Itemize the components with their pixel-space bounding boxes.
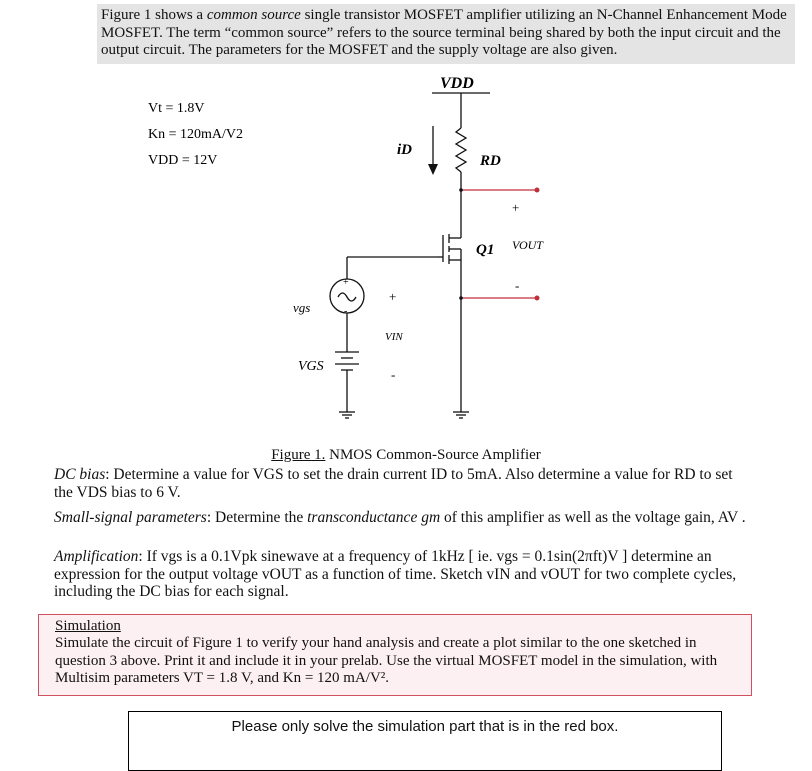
vin-plus: + bbox=[389, 289, 397, 304]
figure-caption bbox=[0, 447, 812, 464]
junction-dot-top bbox=[459, 188, 463, 192]
junction-dot-bottom bbox=[459, 296, 463, 300]
question-amplification bbox=[54, 548, 754, 601]
source-plus: + bbox=[343, 277, 349, 288]
rd-label: RD bbox=[480, 153, 501, 169]
intro-text-1: Figure 1 shows a bbox=[101, 7, 207, 23]
small-signal-text-b: of this amplifier as well as the voltage gain, AV . bbox=[440, 509, 746, 526]
question-dc-bias bbox=[54, 466, 754, 501]
rd-resistor bbox=[456, 128, 466, 172]
vout-plus: + bbox=[512, 200, 520, 215]
ground-symbol-right bbox=[453, 412, 469, 418]
note-text: Please only solve the simulation part that is in the red box. bbox=[231, 718, 619, 735]
param-vt: Vt = 1.8V bbox=[148, 101, 205, 116]
sine-icon bbox=[338, 293, 356, 301]
simulation-text: Simulate the circuit of Figure 1 to verify your hand analysis and create a plot similar to the one sketched in question 3 above. Print it and include it in your prelab. Use the virtual MOSFET model in the simulation, with Multisim parameters VT = 1.8 V, and Kn = 120 mA/V². bbox=[55, 635, 718, 687]
simulation-heading: Simulation bbox=[55, 618, 121, 634]
arrow-down-icon bbox=[428, 164, 438, 175]
ground-symbol-left bbox=[339, 412, 355, 418]
small-signal-label: Small-signal parameters bbox=[54, 509, 207, 526]
output-plus-terminal bbox=[535, 188, 540, 193]
vdd-label: VDD bbox=[440, 75, 474, 92]
param-vdd: VDD = 12V bbox=[148, 153, 218, 168]
vin-label: VIN bbox=[385, 331, 403, 343]
id-label: iD bbox=[397, 142, 412, 158]
source-minus: - bbox=[344, 306, 348, 317]
output-minus-terminal bbox=[535, 296, 540, 301]
small-signal-text-a: : Determine the bbox=[206, 509, 308, 526]
intro-emphasis: common source bbox=[206, 7, 301, 23]
amplification-label: Amplification bbox=[54, 548, 139, 565]
question-small-signal bbox=[54, 509, 754, 527]
dc-bias-label: DC bias bbox=[54, 466, 106, 483]
dc-bias-text: : Determine a value for VGS to set the drain current ID to 5mA. Also determine a value for RD to set the VDS bias to 6 V. bbox=[54, 466, 733, 501]
vgs-small-label: vgs bbox=[293, 300, 311, 315]
vout-minus: - bbox=[515, 278, 520, 293]
simulation-content bbox=[55, 618, 745, 688]
figure-title: NMOS Common-Source Amplifier bbox=[325, 447, 541, 463]
vgs-dc-label: VGS bbox=[298, 359, 324, 374]
q1-label: Q1 bbox=[476, 242, 495, 258]
figure-number: Figure 1. bbox=[271, 447, 326, 463]
param-kn: Kn = 120mA/V2 bbox=[148, 127, 244, 142]
vin-minus: - bbox=[391, 367, 396, 382]
small-signal-emphasis: transconductance gm bbox=[307, 509, 441, 526]
vout-label: VOUT bbox=[512, 238, 543, 252]
amplification-text: : If vgs is a 0.1Vpk sinewave at a frequency of 1kHz [ ie. vgs = 0.1sin(2πft)V ] determine an expression for the output voltage vOUT as a function of time. Sketch vIN and vOUT for two complete cycles, including the DC bias for each signal. bbox=[54, 548, 737, 600]
intro-text-2: single transistor MOSFET amplifier utilizing an N-Channel Enhancement Mode MOSFET. The term “common source” refers to the source terminal being shared by both the input circuit and the output circuit. The parameters for the MOSFET and the supply voltage are also given. bbox=[101, 7, 787, 59]
